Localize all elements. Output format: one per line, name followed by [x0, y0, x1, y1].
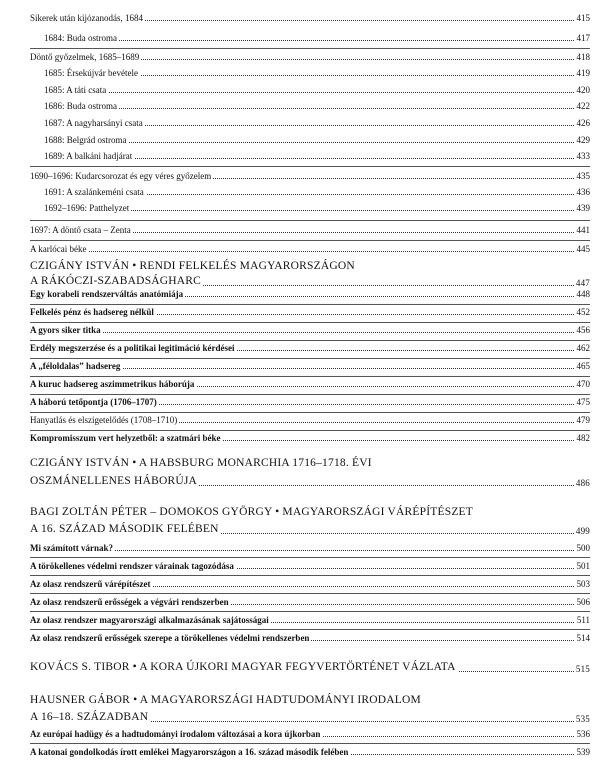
toc-subentry[interactable] [44, 186, 590, 198]
entry-title: Erdély megszerzése és a politikai legitimáció kérdései [30, 343, 235, 353]
entry-page: 422 [576, 101, 590, 111]
entry-title: 1684: Buda ostroma [44, 33, 117, 43]
toc-entry[interactable] [30, 414, 590, 426]
entry-page: 514 [576, 633, 590, 643]
chapter-heading-line1[interactable]: CZIGÁNY ISTVÁN • RENDI FELKELÉS MAGYARORSZÁGON [30, 260, 355, 272]
toc-entry[interactable] [30, 746, 590, 758]
toc-entry[interactable] [30, 632, 590, 644]
entry-page: 536 [576, 729, 590, 739]
entry-page: 418 [576, 52, 590, 62]
entry-title: Hanyatlás és elszigetelődés (1708–1710) [30, 415, 178, 425]
entry-title: 1691: A szalánkeméni csata [44, 187, 144, 197]
toc-entry[interactable] [30, 614, 590, 626]
entry-title: A gyors siker titka [30, 325, 101, 335]
chapter-heading-text: OSZMÁNELLENES HÁBORÚJA [30, 475, 198, 487]
chapter-heading-text: A 16–18. SZÁZADBAN [30, 711, 149, 723]
entry-title: Az olasz rendszerű várépítészet [30, 579, 151, 589]
chapter-heading-line1[interactable]: HAUSNER GÁBOR • A MAGYARORSZÁGI HADTUDOMÁNYI IRODALOM [30, 694, 421, 706]
chapter-heading-line2[interactable] [30, 474, 590, 489]
entry-page: 500 [576, 543, 590, 553]
toc-entry[interactable] [30, 560, 590, 572]
entry-page: 465 [576, 361, 590, 371]
entry-title: Kompromisszum vert helyzetből: a szatmári béke [30, 433, 221, 443]
divider [30, 376, 590, 377]
entry-title: Döntő győzelmek, 1685–1689 [30, 52, 140, 62]
divider [30, 220, 590, 221]
toc-subentry[interactable] [44, 150, 590, 162]
entry-page: 506 [576, 597, 590, 607]
divider [30, 358, 590, 359]
dot-leader [44, 108, 590, 109]
chapter-page: 499 [575, 526, 590, 536]
toc-entry[interactable] [30, 243, 590, 255]
entry-title: A kuruc hadsereg aszimmetrikus háborúja [30, 379, 195, 389]
divider [30, 340, 590, 341]
toc-subentry[interactable] [44, 100, 590, 112]
toc-subentry[interactable] [44, 117, 590, 129]
toc-entry[interactable] [30, 306, 590, 318]
entry-page: 426 [576, 118, 590, 128]
entry-page: 470 [576, 379, 590, 389]
entry-title: 1692–1696: Patthelyzet [44, 203, 130, 213]
entry-page: 441 [576, 225, 590, 235]
divider [30, 611, 590, 612]
entry-page: 417 [576, 33, 590, 43]
entry-title: Az európai hadügy és a hadtudományi irodalom változásai a kora újkorban [30, 729, 321, 739]
entry-title: A karlócai béke [30, 244, 87, 254]
entry-title: A katonai gondolkodás írott emlékei Magyarországon a 16. század második felében [30, 747, 349, 757]
toc-entry[interactable] [30, 12, 590, 24]
entry-title: Az olasz rendszer magyarországi alkalmazásának sajátosságai [30, 615, 269, 625]
chapter-heading-line2[interactable] [30, 710, 590, 725]
entry-page: 482 [576, 433, 590, 443]
entry-page: 436 [576, 187, 590, 197]
entry-page: 501 [576, 561, 590, 571]
entry-page: 452 [576, 307, 590, 317]
dot-leader [44, 40, 590, 41]
entry-page: 419 [576, 68, 590, 78]
toc-entry[interactable] [30, 432, 590, 444]
chapter-heading-line1[interactable] [30, 660, 590, 675]
divider [30, 557, 590, 558]
entry-page: 435 [576, 171, 590, 181]
entry-title: 1690–1696: Kudarcsorozat és egy véres győzelem [30, 171, 212, 181]
toc-entry[interactable] [30, 360, 590, 372]
dot-leader [30, 332, 590, 333]
toc-entry[interactable] [30, 170, 590, 182]
toc-entry[interactable] [30, 324, 590, 336]
divider [30, 743, 590, 744]
entry-page: 433 [576, 151, 590, 161]
chapter-heading-text: A RÁKÓCZI-SZABADSÁGHARC [30, 275, 202, 287]
chapter-page: 447 [575, 278, 590, 288]
chapter-heading-line1[interactable]: BAGI ZOLTÁN PÉTER – DOMOKOS GYÖRGY • MAGYARORSZÁGI VÁRÉPÍTÉSZET [30, 506, 473, 518]
divider [30, 304, 590, 305]
entry-title: Mi számított várnak? [30, 543, 113, 553]
entry-page: 429 [576, 135, 590, 145]
divider [30, 629, 590, 630]
entry-title: Az olasz rendszerű erősségek a végvári rendszerben [30, 597, 229, 607]
toc-subentry[interactable] [44, 134, 590, 146]
divider [30, 593, 590, 594]
toc-entry[interactable] [30, 728, 590, 740]
entry-page: 415 [576, 13, 590, 23]
entry-page: 448 [576, 289, 590, 299]
entry-page: 475 [576, 397, 590, 407]
entry-title: 1685: A táti csata [44, 85, 107, 95]
entry-page: 445 [576, 244, 590, 254]
chapter-heading-text: A 16. SZÁZAD MÁSODIK FELÉBEN [30, 523, 219, 535]
entry-page: 420 [576, 85, 590, 95]
toc-entry[interactable] [30, 378, 590, 390]
chapter-heading-line1[interactable]: CZIGÁNY ISTVÁN • A HABSBURG MONARCHIA 1716–1718. ÉVI [30, 457, 372, 469]
toc-entry[interactable] [30, 396, 590, 408]
entry-title: 1697: A döntő csata – Zenta [30, 225, 131, 235]
entry-page: 439 [576, 203, 590, 213]
entry-page: 462 [576, 343, 590, 353]
entry-page: 456 [576, 325, 590, 335]
entry-title: A törökellenes védelmi rendszer várainak tagozódása [30, 561, 234, 571]
divider [30, 240, 590, 241]
toc-entry[interactable] [30, 288, 590, 300]
entry-title: 1687: A nagyharsányi csata [44, 118, 143, 128]
entry-page: 479 [576, 415, 590, 425]
divider [30, 430, 590, 431]
divider [30, 394, 590, 395]
entry-title: 1686: Buda ostroma [44, 101, 117, 111]
divider [30, 166, 590, 167]
toc-subentry[interactable] [44, 32, 590, 44]
toc-entry[interactable] [30, 578, 590, 590]
dot-leader [30, 251, 590, 252]
toc-entry[interactable] [30, 342, 590, 354]
chapter-page: 515 [575, 664, 590, 674]
entry-title: 1688: Belgrád ostroma [44, 135, 127, 145]
divider [30, 412, 590, 413]
entry-title: Az olasz rendszerű erősségek szerepe a törökellenes védelmi rendszerben [30, 633, 310, 643]
chapter-heading-line2[interactable] [30, 522, 590, 537]
entry-page: 503 [576, 579, 590, 589]
entry-title: Felkelés pénz és hadsereg nélkül [30, 307, 154, 317]
entry-title: 1685: Érsekújvár bevétele [44, 68, 138, 78]
toc-entry[interactable] [30, 224, 590, 236]
toc-subentry[interactable] [44, 84, 590, 96]
entry-title: Sikerek után kijózanodás, 1684 [30, 13, 143, 23]
toc-entry[interactable] [30, 51, 590, 63]
entry-page: 511 [576, 615, 590, 625]
entry-title: A háború tetőpontja (1706–1707) [30, 397, 157, 407]
toc-subentry[interactable] [44, 202, 590, 214]
divider [30, 48, 590, 49]
toc-entry[interactable] [30, 596, 590, 608]
chapter-heading-text: KOVÁCS S. TIBOR • A KORA ÚJKORI MAGYAR FEGYVERTÖRTÉNET VÁZLATA [30, 661, 456, 673]
chapter-heading-line2[interactable] [30, 274, 590, 289]
dot-leader [44, 92, 590, 93]
entry-page: 539 [576, 747, 590, 757]
chapter-page: 535 [575, 714, 590, 724]
divider [30, 575, 590, 576]
entry-title: A „féloldalas” hadsereg [30, 361, 121, 371]
entry-title: 1689: A balkáni hadjárat [44, 151, 133, 161]
entry-title: Egy korabeli rendszerváltás anatómiája [30, 289, 184, 299]
toc-subentry[interactable] [44, 67, 590, 79]
divider [30, 322, 590, 323]
toc-entry[interactable] [30, 542, 590, 554]
chapter-page: 486 [575, 478, 590, 488]
